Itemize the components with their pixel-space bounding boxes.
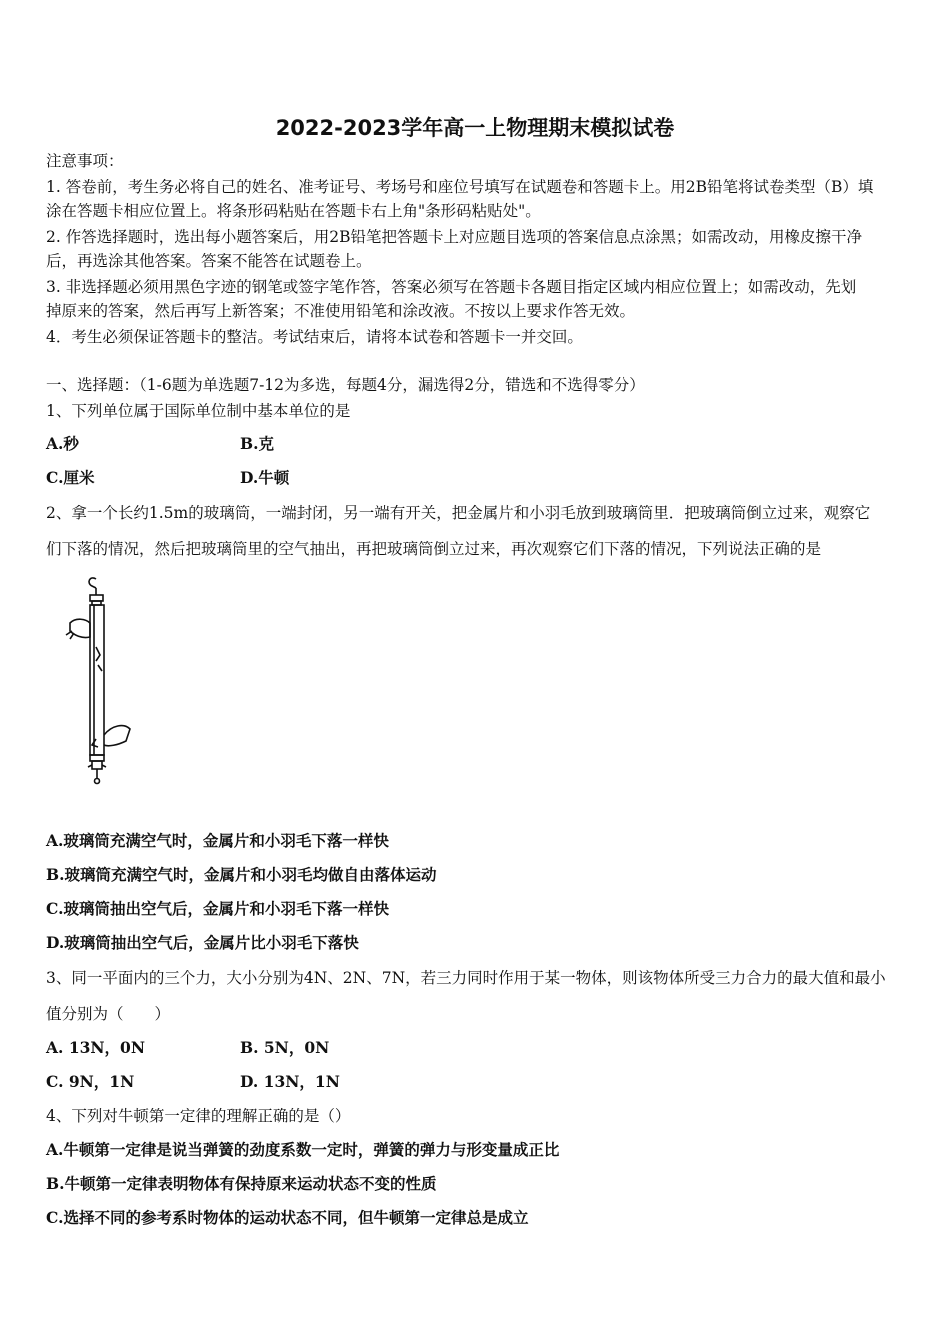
notice-line: 后，再选涂其他答案。答案不能答在试题卷上。 [46, 252, 372, 270]
notice-line: 掉原来的答案，然后再写上新答案；不准使用铅笔和涂改液。不按以上要求作答无效。 [46, 302, 636, 320]
q2-option-a: A.玻璃筒充满空气时，金属片和小羽毛下落一样快 [46, 831, 389, 850]
question-2-stem-line-1: 2、拿一个长约1.5m的玻璃筒，一端封闭，另一端有开关，把金属片和小羽毛放到玻璃筒里．把玻璃筒倒立过来，观察它 [46, 504, 871, 522]
question-4-stem: 4、下列对牛顿第一定律的理解正确的是（） [46, 1107, 351, 1125]
q1-option-d: D.牛顿 [240, 468, 290, 487]
page-title: 2022-2023学年高一上物理期末模拟试卷 [275, 116, 675, 140]
q1-option-c: C.厘米 [46, 468, 95, 487]
notice-heading: 注意事项： [46, 152, 124, 170]
q2-option-c: C.玻璃筒抽出空气后，金属片和小羽毛下落一样快 [46, 899, 389, 918]
glass-tube-illustration-icon [60, 575, 140, 790]
q1-option-a: A.秒 [46, 434, 79, 453]
question-1-stem: 1、下列单位属于国际单位制中基本单位的是 [46, 402, 351, 420]
q1-option-b: B.克 [240, 434, 274, 453]
notice-line: 1. 答卷前，考生务必将自己的姓名、准考证号、考场号和座位号填写在试题卷和答题卡上。用2B铅笔将试卷类型（B）填 [46, 178, 874, 196]
question-3-stem-line-1: 3、同一平面内的三个力，大小分别为4N、2N、7N，若三力同时作用于某一物体，则该物体所受三力合力的最大值和最小 [46, 969, 886, 987]
question-3-stem-line-2: 值分别为（ ） [46, 1005, 171, 1023]
notice-line: 3. 非选择题必须用黑色字迹的钢笔或签字笔作答，答案必须写在答题卡各题目指定区域内相应位置上；如需改动，先划 [46, 278, 857, 296]
question-2-stem-line-2: 们下落的情况，然后把玻璃筒里的空气抽出，再把玻璃筒倒立过来，再次观察它们下落的情况，下列说法正确的是 [46, 540, 822, 558]
section-heading: 一、选择题：（1-6题为单选题7-12为多选，每题4分，漏选得2分，错选和不选得零分） [46, 376, 645, 394]
q4-option-c: C.选择不同的参考系时物体的运动状态不同，但牛顿第一定律总是成立 [46, 1208, 529, 1227]
notice-line: 4．考生必须保证答题卡的整洁。考试结束后，请将本试卷和答题卡一并交回。 [46, 328, 583, 346]
q2-option-d: D.玻璃筒抽出空气后，金属片比小羽毛下落快 [46, 933, 359, 952]
notice-line: 涂在答题卡相应位置上。将条形码粘贴在答题卡右上角"条形码粘贴处"。 [46, 202, 541, 220]
q3-option-b: B. 5N，0N [240, 1038, 330, 1057]
q3-option-a: A. 13N，0N [46, 1038, 146, 1057]
q3-option-c: C. 9N，1N [46, 1072, 135, 1091]
q4-option-a: A.牛顿第一定律是说当弹簧的劲度系数一定时，弹簧的弹力与形变量成正比 [46, 1140, 560, 1159]
q4-option-b: B.牛顿第一定律表明物体有保持原来运动状态不变的性质 [46, 1174, 437, 1193]
q3-option-d: D. 13N，1N [240, 1072, 340, 1091]
q2-option-b: B.玻璃筒充满空气时，金属片和小羽毛均做自由落体运动 [46, 865, 437, 884]
notice-line: 2. 作答选择题时，选出每小题答案后，用2B铅笔把答题卡上对应题目选项的答案信息点涂黑；如需改动，用橡皮擦干净 [46, 228, 862, 246]
